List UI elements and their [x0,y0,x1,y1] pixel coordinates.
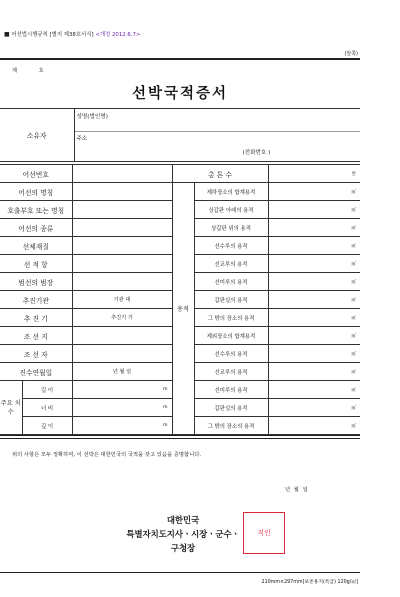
field-label: 선체재질 [0,237,72,255]
field-value [72,219,172,237]
field-value: 기관 대 [72,291,172,309]
owner-phone-label: (전화번호 ) [242,150,271,156]
capacity-item-unit: ㎥ [268,237,360,255]
owner-name-label: 성명(법인명) [76,114,108,120]
capacity-item-label: 선미루의 용적 [194,381,268,399]
capacity-item-unit: ㎥ [268,183,360,201]
gross-tonnage-unit: 톤 [268,165,360,183]
paper-spec: 210mm×297mm[보존용지(특급) 120g/㎡] [261,580,358,585]
capacity-label: 용적 [172,183,194,435]
declaration-text: 위의 사항은 모두 정확하며, 이 선박은 대한민국의 국적을 갖고 있음을 증명합니다. [12,452,202,458]
capacity-item-label: 갑판실의 용적 [194,399,268,417]
capacity-item-unit: ㎥ [268,345,360,363]
capacity-item-unit: ㎥ [268,219,360,237]
capacity-item-label: 선수루의 용적 [194,345,268,363]
vessel-details-body [0,165,360,435]
field-value [72,237,172,255]
capacity-item-label: 선교루의 용적 [194,255,268,273]
capacity-item-label: 갑판실의 용적 [194,291,268,309]
issuer-line-3: 구청장 [170,543,196,553]
capacity-item-unit: ㎥ [268,255,360,273]
field-value [72,201,172,219]
field-label: 어선의 종류 [0,219,72,237]
issuing-authority [108,513,258,555]
field-label: 추 진 기 [0,309,72,327]
capacity-item-unit: ㎥ [268,399,360,417]
dimensions-label: 주요 치수 [0,381,22,435]
field-value [72,273,172,291]
capacity-item-unit: ㎥ [268,417,360,435]
field-label: 범선의 범장 [0,273,72,291]
page-side-note: (앞쪽) [344,51,358,57]
owner-table [0,108,360,162]
field-label: 어선번호 [0,165,72,183]
revision-note: <개정 2012.6.7> [95,32,141,38]
capacity-item-unit: ㎥ [268,363,360,381]
issue-date: 년 월 일 [285,487,309,493]
field-value [72,327,172,345]
square-bullet-icon: ■ [4,31,10,38]
vessel-details-table [0,164,360,435]
owner-fields [74,109,360,162]
capacity-item-label: 선수루의 용적 [194,237,268,255]
table-row [0,165,360,183]
capacity-item-label: 상갑판 위의 용적 [194,219,268,237]
field-label: 추진기관 [0,291,72,309]
capacity-item-unit: ㎥ [268,291,360,309]
dimension-name: 길 이 [22,381,72,399]
field-label: 조 선 자 [0,345,72,363]
field-label: 어선의 명칭 [0,183,72,201]
field-value [72,165,172,183]
capacity-item-label: 그 밖의 장소의 용적 [194,417,268,435]
field-label: 호출부호 또는 명칭 [0,201,72,219]
capacity-item-label: 선미루의 용적 [194,273,268,291]
capacity-item-unit: ㎥ [268,327,360,345]
capacity-item-unit: ㎥ [268,273,360,291]
issuer-line-2: 특별자치도지사ㆍ시장ㆍ군수ㆍ [126,529,240,539]
field-value: 추진기 기 [72,309,172,327]
capacity-item-unit: ㎥ [268,381,360,399]
form-reference [4,30,140,38]
capacity-item-unit: ㎥ [268,201,360,219]
capacity-item-unit: ㎥ [268,309,360,327]
document-number-label: 제 호 [12,68,54,74]
capacity-item-label: 그 밖의 장소의 용적 [194,309,268,327]
dimension-unit: m [72,417,172,435]
footer-rule [0,572,360,573]
capacity-item-label: 선교루의 용적 [194,363,268,381]
field-value [72,183,172,201]
official-seal: 직인 [243,512,285,554]
field-value: 년 월 일 [72,363,172,381]
field-label: 선 적 항 [0,255,72,273]
bottom-rule [0,435,360,436]
dimension-name: 너 비 [22,399,72,417]
field-value [72,255,172,273]
bottom-rule-double [0,438,360,439]
owner-label: 소유자 [0,109,74,162]
capacity-item-label: 제하장소의 합계용적 [194,183,268,201]
dimension-unit: m [72,381,172,399]
dimension-name: 깊 이 [22,417,72,435]
field-value [72,345,172,363]
capacity-item-label: 제외장소의 합계용적 [194,327,268,345]
top-rule [0,58,360,60]
field-label: 조 선 지 [0,327,72,345]
document-title: 선박국적증서 [131,86,229,102]
dimension-unit: m [72,399,172,417]
law-reference: 어선법시행규칙 [별지 제38호서식] [11,32,94,38]
field-label: 진수연월일 [0,363,72,381]
capacity-item-label: 상갑판 아래의 용적 [194,201,268,219]
table-row [0,183,360,201]
issuer-line-1: 대한민국 [166,515,200,525]
owner-address-label: 주소 [76,136,88,142]
gross-tonnage-label: 총 톤 수 [172,165,268,183]
